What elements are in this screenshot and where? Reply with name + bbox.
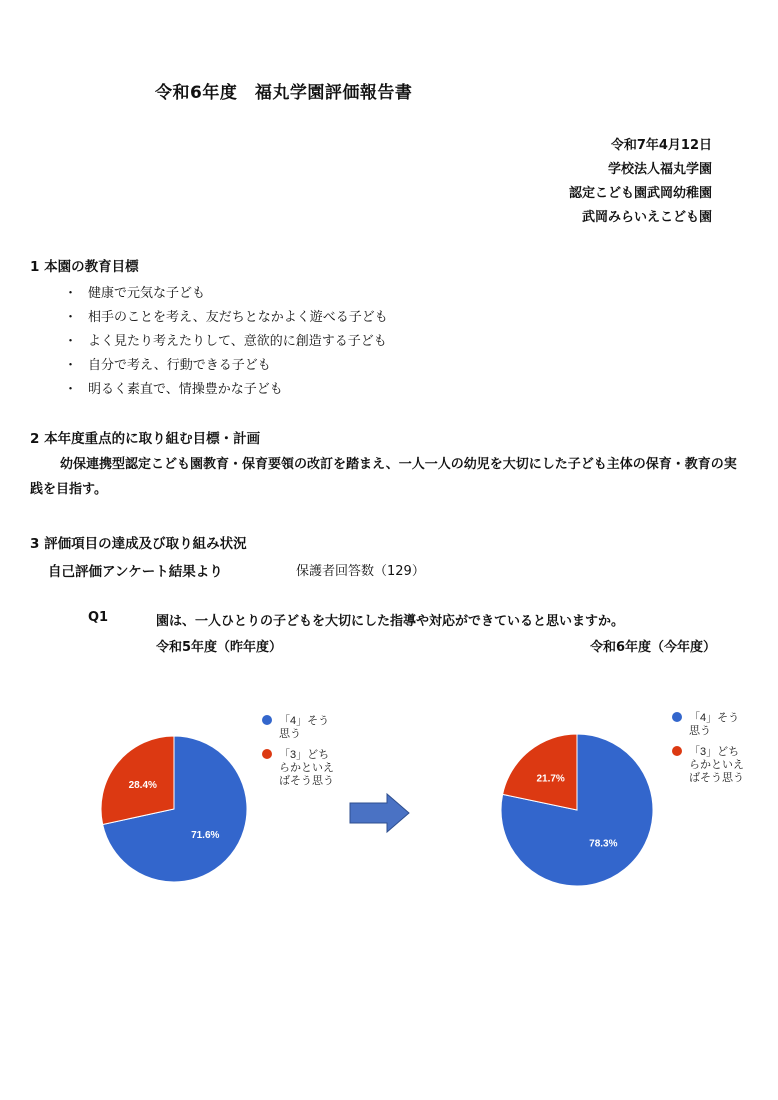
- question-number: Q1: [88, 610, 109, 625]
- report-date: 令和7年4月12日: [610, 138, 712, 153]
- legend-label: らかといえ: [279, 762, 334, 774]
- legend-label: 思う: [279, 728, 301, 740]
- legend-swatch: [262, 715, 272, 725]
- legend-label: 「4」そう: [279, 715, 330, 727]
- school-name-2: 武岡みらいえこども園: [581, 210, 712, 225]
- slice-label: 71.6%: [191, 830, 220, 842]
- right-arrow-icon: [350, 794, 409, 832]
- chart-right-caption: 令和6年度（今年度）: [589, 640, 716, 655]
- survey-subheading: 自己評価アンケート結果より: [48, 564, 223, 580]
- goal-item: ・ 自分で考え、行動できる子ども: [64, 358, 271, 373]
- school-name-1: 認定こども園武岡幼稚園: [568, 186, 712, 201]
- goal-item: ・ よく見たり考えたりして、意欲的に創造する子ども: [64, 334, 387, 349]
- goal-item: ・ 健康で元気な子ども: [64, 286, 206, 301]
- legend-swatch: [672, 746, 682, 756]
- slice-label: 28.4%: [128, 779, 157, 791]
- pie-chart-2023: [101, 714, 334, 882]
- slice-label: 78.3%: [589, 838, 618, 850]
- slice-label: 21.7%: [536, 773, 565, 785]
- legend-label: 「3」どち: [689, 746, 740, 758]
- legend-label: 「3」どち: [279, 749, 330, 761]
- section2-body: 幼保連携型認定こども園教育・保育要領の改訂を踏まえ、一人一人の幼児を大切にした子ども主体の保育・教育の実践を目指す。: [30, 457, 737, 497]
- legend-label: ばそう思う: [689, 772, 744, 784]
- legend-label: らかといえ: [689, 759, 744, 771]
- legend-label: ばそう思う: [279, 775, 334, 787]
- section3-heading: 3 評価項目の達成及び取り組み状況: [30, 536, 247, 552]
- chart-left-caption: 令和5年度（昨年度）: [156, 640, 283, 655]
- legend-swatch: [672, 712, 682, 722]
- section1-heading: 1 本園の教育目標: [30, 259, 139, 275]
- goal-item: ・ 相手のことを考え、友だちとなかよく遊べる子ども: [64, 310, 388, 325]
- question-text: 園は、一人ひとりの子どもを大切にした指導や対応ができていると思いますか。: [156, 614, 625, 629]
- respondent-count: 保護者回答数（129）: [296, 564, 425, 579]
- legend-label: 「4」そう: [689, 712, 740, 724]
- section2-heading: 2 本年度重点的に取り組む目標・計画: [30, 431, 261, 447]
- corporation-name: 学校法人福丸学園: [607, 162, 712, 177]
- pie-chart-2024: [501, 711, 744, 886]
- legend-swatch: [262, 749, 272, 759]
- page-title: 令和6年度 福丸学園評価報告書: [155, 83, 413, 103]
- legend-label: 思う: [689, 725, 711, 737]
- goal-item: ・ 明るく素直で、情操豊かな子ども: [64, 382, 283, 397]
